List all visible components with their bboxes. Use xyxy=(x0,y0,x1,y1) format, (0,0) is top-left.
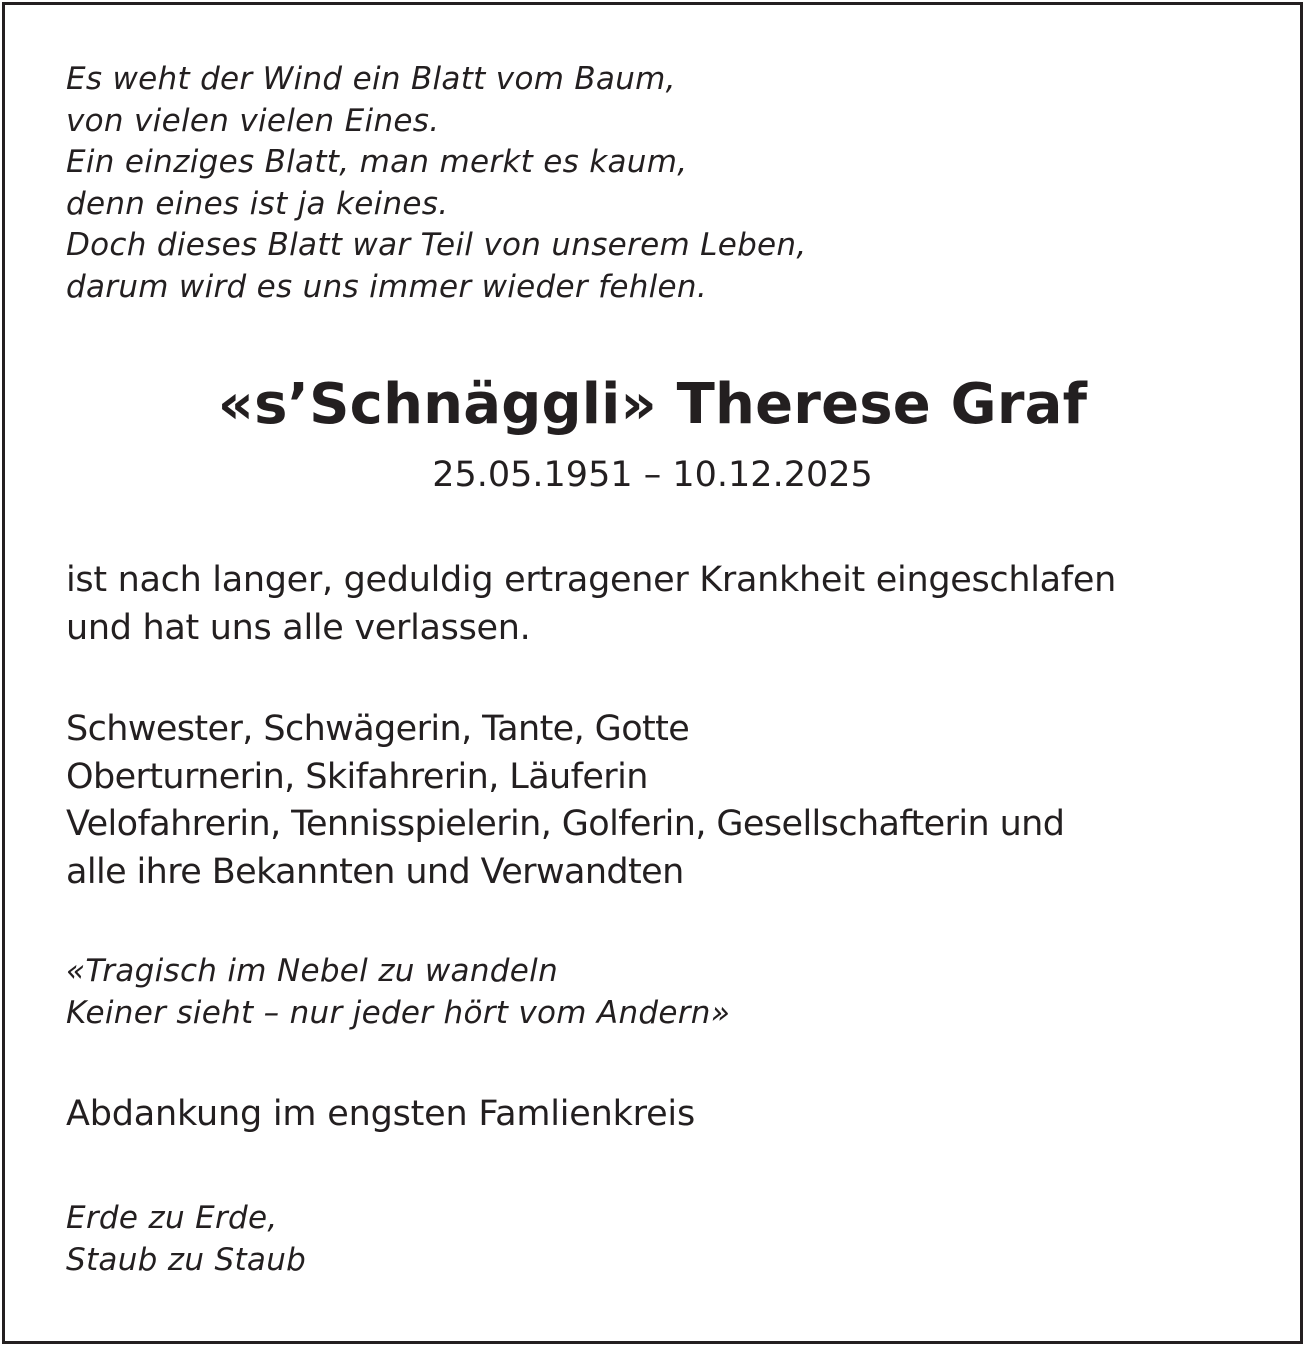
mourners-list xyxy=(66,706,1064,896)
mourners-line: Velofahrerin, Tennisspielerin, Golferin, Gesellschafterin und xyxy=(66,804,1065,844)
poem-line: Ein einziges Blatt, man merkt es kaum, xyxy=(66,144,688,180)
opening-poem xyxy=(66,59,807,308)
closing-quote xyxy=(66,951,730,1034)
deceased-name: «s’Schnäggli» Therese Graf xyxy=(217,372,1088,437)
poem-line: Doch dieses Blatt war Teil von unserem Leben, xyxy=(66,227,807,263)
poem-line: von vielen vielen Eines. xyxy=(66,102,440,139)
service-notice xyxy=(66,1091,695,1139)
poem-line: Es weht der Wind ein Blatt vom Baum, xyxy=(66,61,676,97)
closing-verse xyxy=(66,1198,306,1281)
life-dates: 25.05.1951 – 10.12.2025 xyxy=(432,455,873,495)
mourners-line: alle ihre Bekannten und Verwandten xyxy=(66,851,684,892)
closing-line: Staub zu Staub xyxy=(66,1241,307,1278)
poem-line: denn eines ist ja keines. xyxy=(66,185,449,222)
poem-line: darum wird es uns immer wieder fehlen. xyxy=(66,268,708,305)
quote-line: «Tragisch im Nebel zu wandeln xyxy=(66,953,559,989)
announcement-line: und hat uns alle verlassen. xyxy=(66,607,531,648)
service-text: Abdankung im engsten Famlienkreis xyxy=(66,1094,695,1134)
announcement-line: ist nach langer, geduldig ertragener Krankheit eingeschlafen xyxy=(66,560,1116,600)
closing-line: Erde zu Erde, xyxy=(66,1200,278,1236)
announcement-text xyxy=(66,557,1116,652)
mourners-line: Schwester, Schwägerin, Tante, Gotte xyxy=(66,709,690,749)
mourners-line: Oberturnerin, Skifahrerin, Läuferin xyxy=(66,756,648,797)
quote-line: Keiner sieht – nur jeder hört vom Andern» xyxy=(66,994,731,1031)
